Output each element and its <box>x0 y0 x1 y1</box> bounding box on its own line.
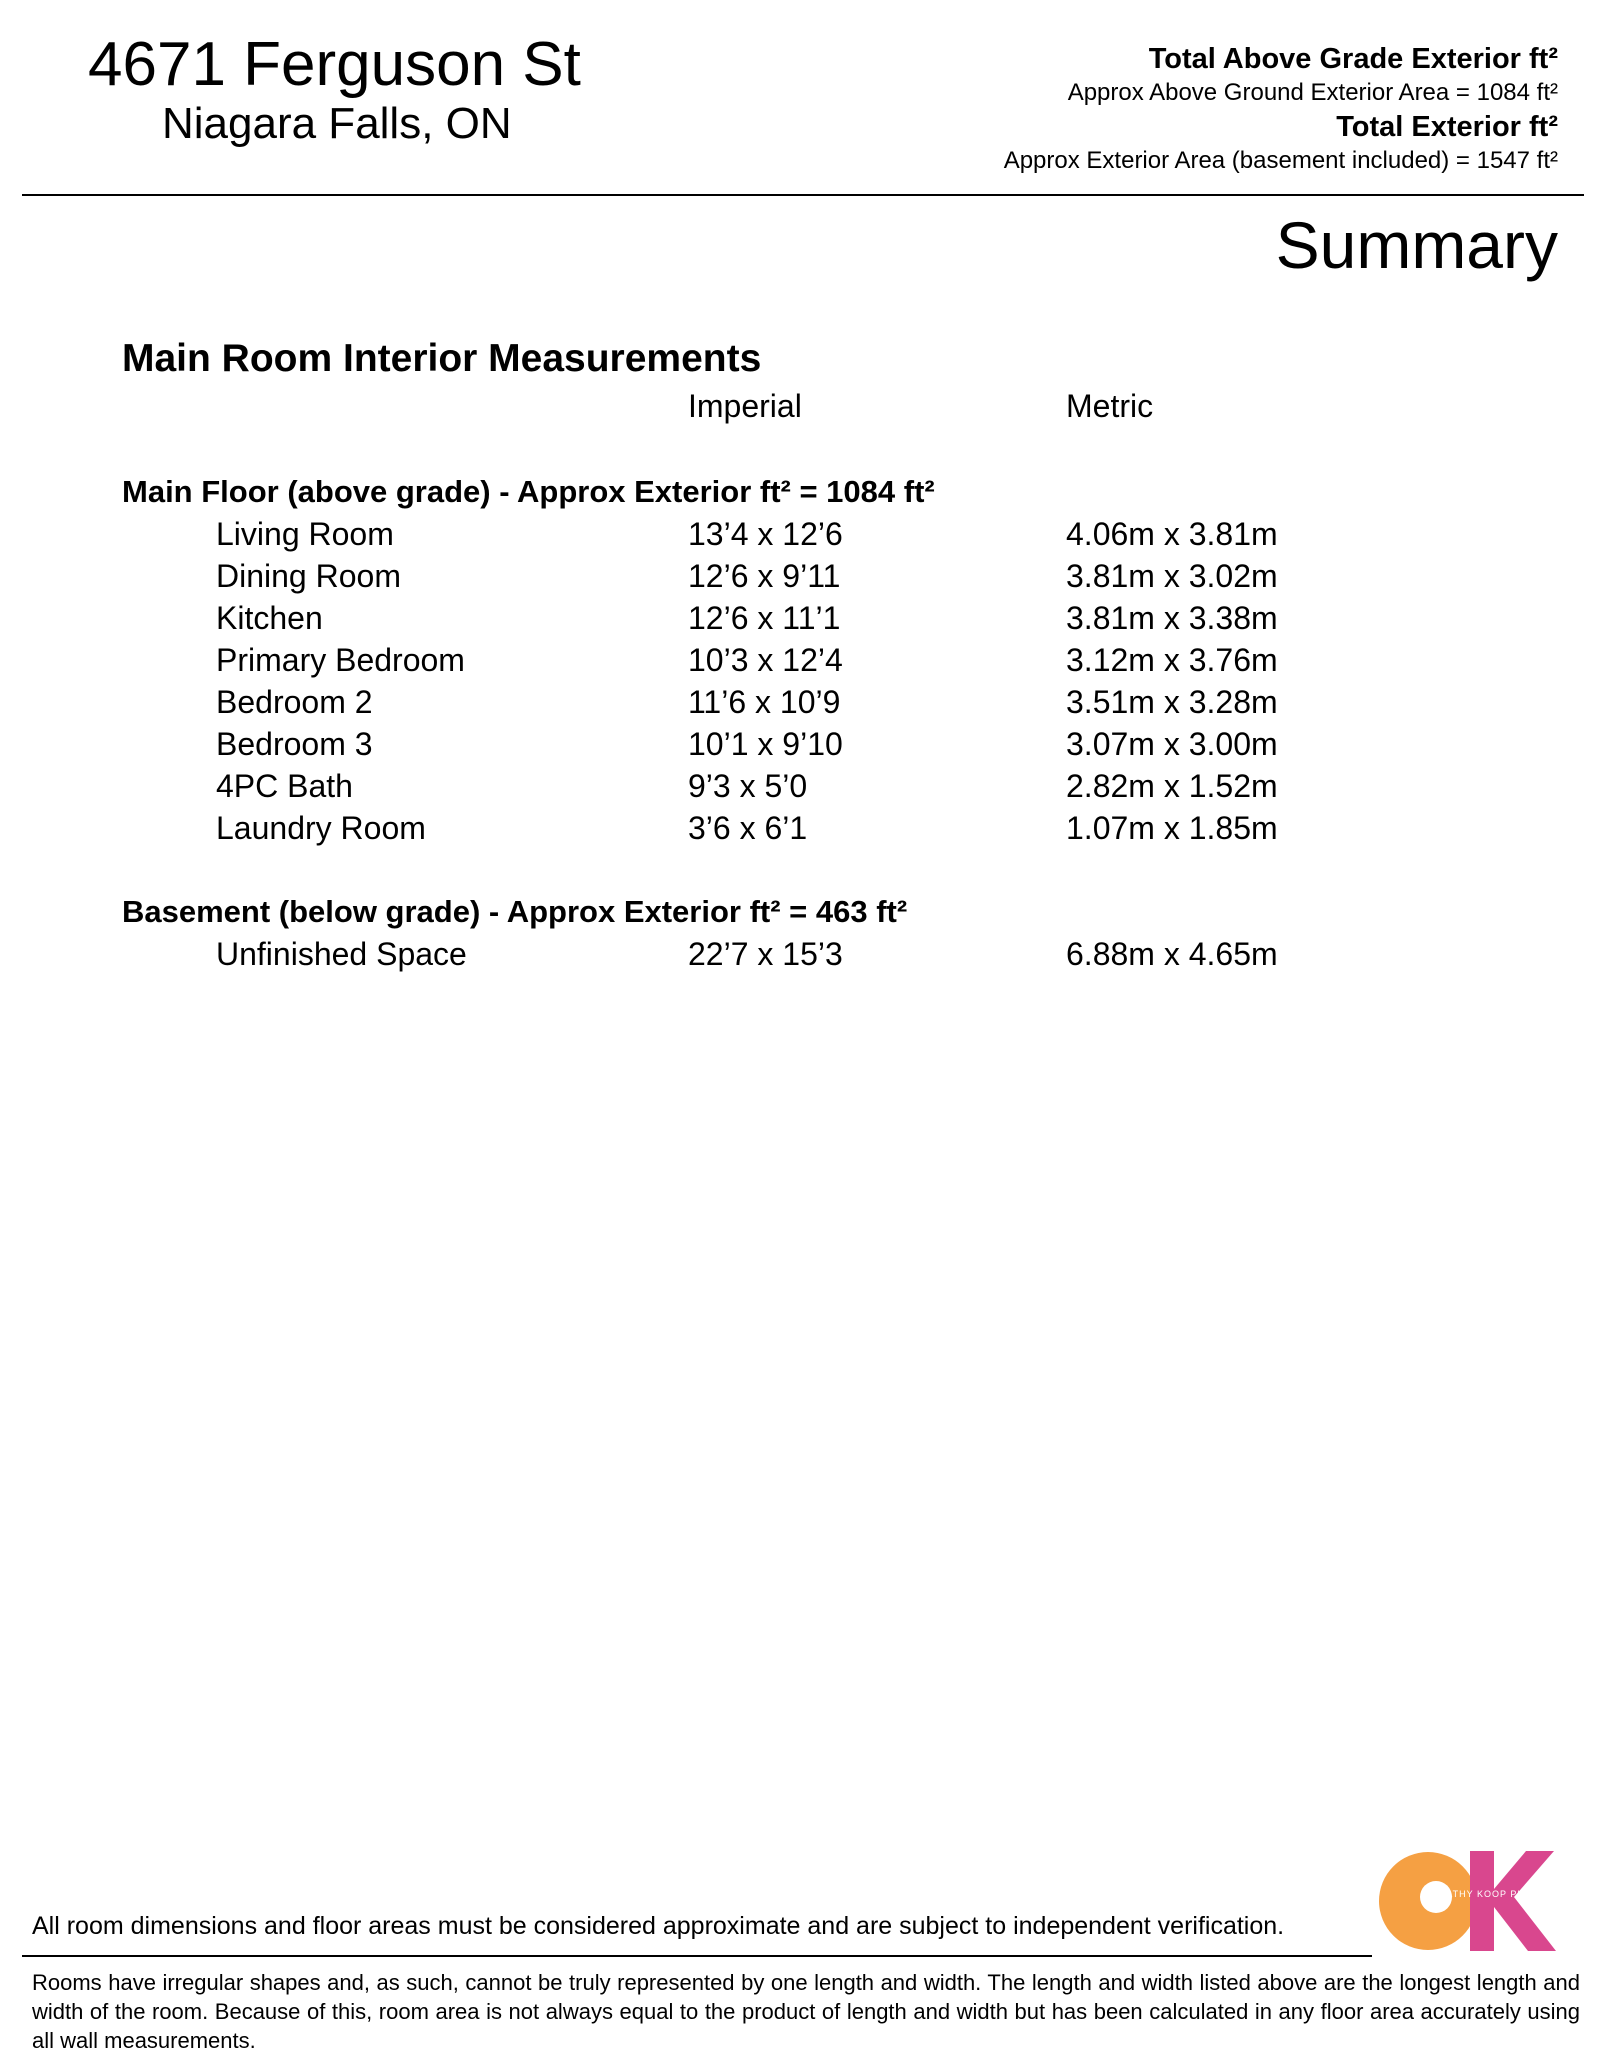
disclaimer-long: Rooms have irregular shapes and, as such, cannot be truly represented by one length and width. The length and width listed above are the longest length and width of the room. Because of this, room area is not always equal to the product of length and width but has been calculated in any floor area accurately using all wall measurements. <box>32 1970 1580 2053</box>
address-line2: Niagara Falls, ON <box>162 99 512 148</box>
summary-title: Summary <box>1275 208 1558 282</box>
room-metric: 3.81m x 3.02m <box>1066 558 1278 594</box>
room-row <box>0 513 1600 555</box>
header-divider <box>22 194 1584 196</box>
ck-logo-icon <box>1370 1845 1592 1955</box>
room-metric: 6.88m x 4.65m <box>1066 936 1278 972</box>
room-imperial: 13’4 x 12’6 <box>688 516 843 552</box>
room-metric: 3.12m x 3.76m <box>1066 642 1278 678</box>
section-title: Main Room Interior Measurements <box>122 337 762 380</box>
room-metric: 3.51m x 3.28m <box>1066 684 1278 720</box>
room-imperial: 9’3 x 5’0 <box>688 768 808 804</box>
column-header-imperial: Imperial <box>688 388 802 424</box>
room-row <box>0 933 1600 975</box>
room-row <box>0 597 1600 639</box>
address-line1: 4671 Ferguson St <box>88 30 581 99</box>
room-name: Bedroom 3 <box>216 726 373 762</box>
room-imperial: 12’6 x 11’1 <box>688 600 841 636</box>
room-name: Unfinished Space <box>216 936 467 972</box>
logo-text: CATHY KOOP PHOTOGRAPHY <box>1438 1889 1592 1899</box>
room-imperial: 22’7 x 15’3 <box>688 936 843 972</box>
room-row <box>0 555 1600 597</box>
logo-k-shape <box>1470 1851 1556 1951</box>
above-grade-title: Total Above Grade Exterior ft² <box>1148 43 1558 75</box>
total-exterior-title: Total Exterior ft² <box>1336 111 1558 143</box>
room-metric: 1.07m x 1.85m <box>1066 810 1278 846</box>
room-imperial: 10’1 x 9’10 <box>688 726 843 762</box>
total-exterior-detail: Approx Exterior Area (basement included) = 1547 ft² <box>1003 147 1558 174</box>
room-row <box>0 807 1600 849</box>
room-name: 4PC Bath <box>216 768 353 804</box>
room-name: Primary Bedroom <box>216 642 465 678</box>
room-metric: 3.81m x 3.38m <box>1066 600 1278 636</box>
basement-title: Basement (below grade) - Approx Exterior ft² = 463 ft² <box>122 894 908 929</box>
room-metric: 4.06m x 3.81m <box>1066 516 1278 552</box>
room-name: Living Room <box>216 516 394 552</box>
room-row <box>0 639 1600 681</box>
room-row <box>0 765 1600 807</box>
footer-divider <box>22 1955 1372 1957</box>
room-imperial: 10’3 x 12’4 <box>688 642 843 678</box>
room-row <box>0 723 1600 765</box>
main-floor-title: Main Floor (above grade) - Approx Exterior ft² = 1084 ft² <box>122 474 935 509</box>
room-imperial: 12’6 x 9’11 <box>688 558 841 594</box>
room-name: Bedroom 2 <box>216 684 373 720</box>
room-metric: 2.82m x 1.52m <box>1066 768 1278 804</box>
room-imperial: 3’6 x 6’1 <box>688 810 808 846</box>
room-metric: 3.07m x 3.00m <box>1066 726 1278 762</box>
room-row <box>0 681 1600 723</box>
room-name: Kitchen <box>216 600 323 636</box>
room-name: Laundry Room <box>216 810 426 846</box>
disclaimer-short: All room dimensions and floor areas must be considered approximate and are subject to independent verification. <box>32 1912 1285 1940</box>
column-header-metric: Metric <box>1066 388 1154 424</box>
room-imperial: 11’6 x 10’9 <box>688 684 841 720</box>
room-name: Dining Room <box>216 558 401 594</box>
totals-block <box>1004 42 1558 178</box>
above-grade-detail: Approx Above Ground Exterior Area = 1084 ft² <box>1067 79 1558 106</box>
